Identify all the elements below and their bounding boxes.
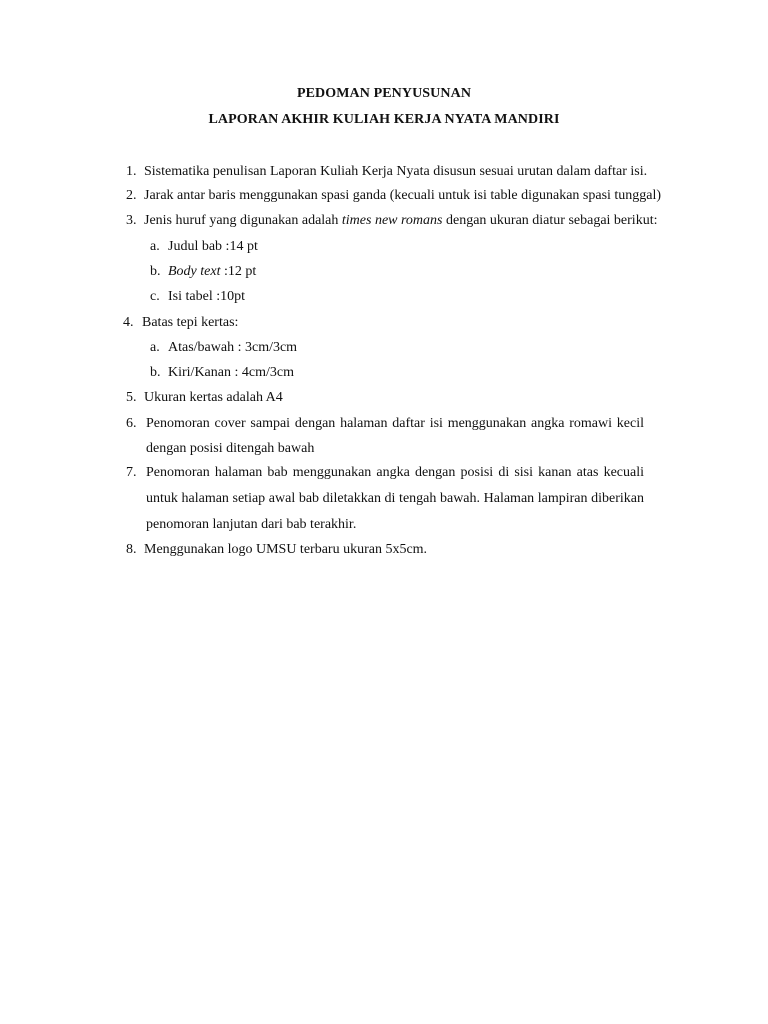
list-item-text: Menggunakan logo UMSU terbaru ukuran 5x5cm. xyxy=(144,542,428,557)
list-item-line xyxy=(146,415,644,433)
list-item-text: Ukuran kertas adalah A4 xyxy=(144,390,283,405)
list-item-text: Batas tepi kertas: xyxy=(142,315,239,330)
list-item-text: Penomoran halaman bab menggunakan angka dengan posisi di sisi kanan atas kecuali xyxy=(146,465,644,480)
list-item-text: Jarak antar baris menggunakan spasi ganda (kecuali untuk isi table digunakan spasi tunggal) xyxy=(144,188,662,203)
list-item-number: 4. xyxy=(123,315,134,330)
list-item-text: Penomoran cover sampai dengan halaman daftar isi menggunakan angka romawi kecil xyxy=(146,416,644,431)
sub-item-letter: a. xyxy=(150,340,160,355)
list-item-line xyxy=(146,464,644,482)
document-title-line-2: LAPORAN AKHIR KULIAH KERJA NYATA MANDIRI xyxy=(208,112,560,127)
list-item-text-italic: times new romans xyxy=(341,213,443,228)
list-item-text: penomoran lanjutan dari bab terakhir. xyxy=(146,517,357,532)
sub-item-letter: a. xyxy=(150,239,160,254)
list-item-text xyxy=(144,212,657,230)
list-item-number: 6. xyxy=(126,416,137,431)
list-item-number: 5. xyxy=(126,390,137,405)
list-item-text: Sistematika penulisan Laporan Kuliah Kerja Nyata disusun sesuai urutan dalam daftar isi. xyxy=(144,164,648,179)
sub-item-letter: b. xyxy=(150,365,161,380)
list-item-number: 8. xyxy=(126,542,137,557)
list-item-text: untuk halaman setiap awal bab diletakkan di tengah bawah. Halaman lampiran diberikan xyxy=(146,491,644,506)
list-item-number: 2. xyxy=(126,188,137,203)
sub-item-letter: c. xyxy=(150,289,160,304)
sub-item-text: Atas/bawah : 3cm/3cm xyxy=(168,340,298,355)
sub-item-text-italic: Body text xyxy=(168,264,221,279)
list-item-text-part: dengan ukuran diatur sebagai berikut: xyxy=(442,213,658,228)
list-item-number: 3. xyxy=(126,213,137,228)
list-item-number: 7. xyxy=(126,465,137,480)
list-item-number: 1. xyxy=(126,164,137,179)
sub-item-text xyxy=(168,263,256,281)
list-item-text: dengan posisi ditengah bawah xyxy=(146,441,315,456)
sub-item-text: Judul bab :14 pt xyxy=(168,239,258,254)
document-title-line-1: PEDOMAN PENYUSUNAN xyxy=(296,86,472,101)
sub-item-text: Kiri/Kanan : 4cm/3cm xyxy=(168,365,294,380)
sub-item-letter: b. xyxy=(150,264,161,279)
list-item-text-part: Jenis huruf yang digunakan adalah xyxy=(144,213,342,228)
sub-item-text: Isi tabel :10pt xyxy=(168,289,245,304)
sub-item-text-part: :12 pt xyxy=(220,264,257,279)
list-item-line xyxy=(146,490,644,508)
